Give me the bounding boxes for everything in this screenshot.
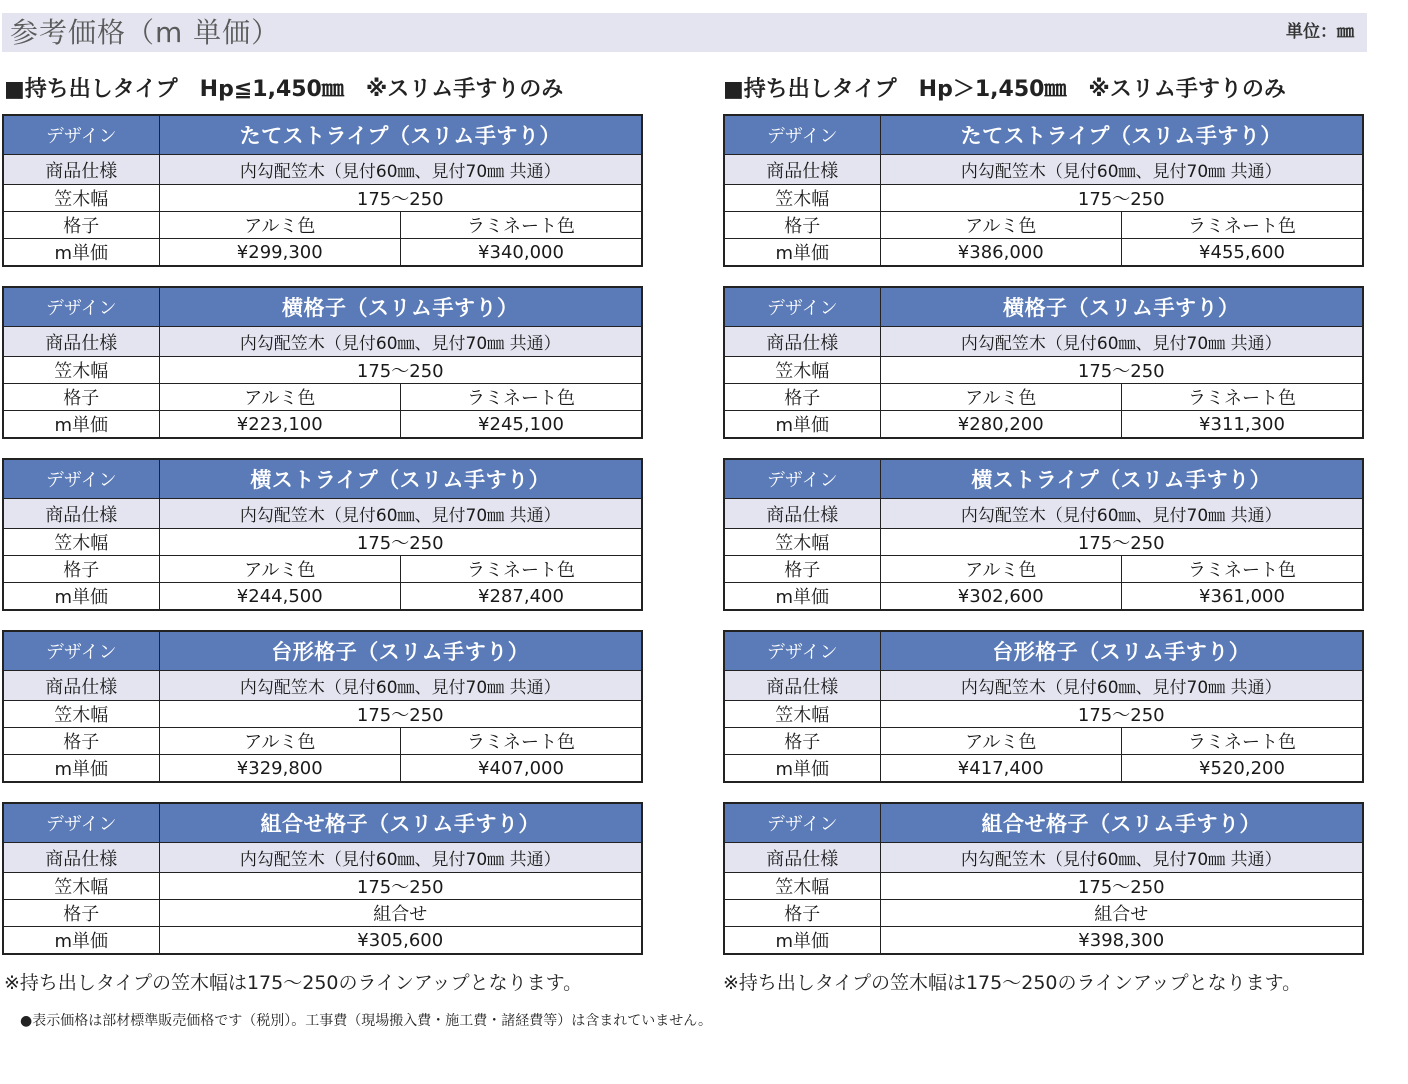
price-table — [723, 458, 1364, 611]
grid-option-aluminum: アルミ色 — [159, 728, 401, 755]
width-value: 175〜250 — [880, 701, 1363, 728]
price-laminate: ¥455,600 — [1122, 239, 1364, 267]
design-label: デザイン — [3, 115, 159, 155]
grid-option-combined: 組合せ — [159, 900, 642, 927]
price-table — [2, 630, 643, 783]
grid-row — [3, 556, 642, 583]
price-label: m単価 — [724, 583, 880, 611]
price-table — [723, 630, 1364, 783]
design-name: 組合せ格子（スリム手すり） — [880, 803, 1363, 843]
price-row — [724, 239, 1363, 267]
design-row — [724, 459, 1363, 499]
grid-row — [724, 728, 1363, 755]
spec-value: 内勾配笠木（見付60㎜、見付70㎜ 共通） — [159, 327, 642, 357]
price-row — [3, 755, 642, 783]
price-label: m単価 — [724, 239, 880, 267]
width-label: 笠木幅 — [3, 701, 159, 728]
width-note-left: ※持ち出しタイプの笠木幅は175〜250のラインアップとなります。 — [4, 972, 583, 994]
width-row — [724, 701, 1363, 728]
grid-option-aluminum: アルミ色 — [159, 384, 401, 411]
spec-row — [724, 155, 1363, 185]
spec-label: 商品仕様 — [3, 499, 159, 529]
unit-label: 単位：㎜ — [1286, 22, 1354, 42]
design-row — [3, 803, 642, 843]
width-row — [3, 529, 642, 556]
spec-row — [3, 155, 642, 185]
grid-option-combined: 組合せ — [880, 900, 1363, 927]
price-table — [723, 286, 1364, 439]
price-row — [3, 411, 642, 439]
grid-option-aluminum: アルミ色 — [880, 384, 1122, 411]
grid-row — [3, 728, 642, 755]
grid-label: 格子 — [3, 384, 159, 411]
price-laminate: ¥407,000 — [401, 755, 643, 783]
design-name: 横格子（スリム手すり） — [159, 287, 642, 327]
width-row — [3, 873, 642, 900]
price-table — [2, 802, 643, 955]
grid-row — [3, 384, 642, 411]
design-label: デザイン — [724, 459, 880, 499]
width-label: 笠木幅 — [3, 185, 159, 212]
grid-label: 格子 — [724, 212, 880, 239]
price-aluminum: ¥386,000 — [880, 239, 1122, 267]
price-footnote: ●表示価格は部材標準販売価格です（税別）。工事費（現場搬入費・施工費・諸経費等）は含まれていません。 — [20, 1013, 713, 1029]
grid-option-aluminum: アルミ色 — [880, 728, 1122, 755]
price-row — [724, 583, 1363, 611]
grid-label: 格子 — [724, 728, 880, 755]
price-aluminum: ¥417,400 — [880, 755, 1122, 783]
price-aluminum: ¥329,800 — [159, 755, 401, 783]
grid-option-laminate: ラミネート色 — [1122, 212, 1364, 239]
price-label: m単価 — [724, 411, 880, 439]
price-row — [3, 583, 642, 611]
design-row — [724, 631, 1363, 671]
width-value: 175〜250 — [880, 185, 1363, 212]
width-label: 笠木幅 — [724, 529, 880, 556]
grid-option-aluminum: アルミ色 — [880, 556, 1122, 583]
price-row — [3, 239, 642, 267]
design-label: デザイン — [724, 803, 880, 843]
spec-label: 商品仕様 — [724, 843, 880, 873]
price-row — [724, 411, 1363, 439]
spec-row — [724, 671, 1363, 701]
spec-label: 商品仕様 — [3, 327, 159, 357]
width-label: 笠木幅 — [724, 873, 880, 900]
width-row — [3, 357, 642, 384]
price-aluminum: ¥244,500 — [159, 583, 401, 611]
design-label: デザイン — [724, 287, 880, 327]
width-value: 175〜250 — [880, 357, 1363, 384]
grid-option-laminate: ラミネート色 — [401, 556, 643, 583]
width-row — [724, 185, 1363, 212]
price-combined: ¥398,300 — [880, 927, 1363, 955]
grid-option-aluminum: アルミ色 — [159, 212, 401, 239]
price-table — [723, 114, 1364, 267]
price-table — [2, 286, 643, 439]
spec-label: 商品仕様 — [724, 671, 880, 701]
design-name: 横ストライプ（スリム手すり） — [880, 459, 1363, 499]
width-row — [724, 357, 1363, 384]
design-row — [724, 115, 1363, 155]
grid-label: 格子 — [724, 900, 880, 927]
width-value: 175〜250 — [159, 357, 642, 384]
section-title-right: ■持ち出しタイプ Hp＞1,450㎜ ※スリム手すりのみ — [723, 77, 1286, 102]
width-value: 175〜250 — [159, 701, 642, 728]
spec-label: 商品仕様 — [3, 843, 159, 873]
price-row — [724, 927, 1363, 955]
spec-value: 内勾配笠木（見付60㎜、見付70㎜ 共通） — [159, 843, 642, 873]
design-label: デザイン — [3, 287, 159, 327]
design-row — [724, 803, 1363, 843]
price-column-right — [723, 114, 1364, 974]
grid-option-laminate: ラミネート色 — [1122, 384, 1364, 411]
grid-row — [3, 212, 642, 239]
price-laminate: ¥245,100 — [401, 411, 643, 439]
grid-row — [3, 900, 642, 927]
grid-option-laminate: ラミネート色 — [401, 728, 643, 755]
design-label: デザイン — [724, 115, 880, 155]
grid-label: 格子 — [3, 900, 159, 927]
price-table — [2, 458, 643, 611]
width-value: 175〜250 — [159, 873, 642, 900]
design-name: 横格子（スリム手すり） — [880, 287, 1363, 327]
design-name: 横ストライプ（スリム手すり） — [159, 459, 642, 499]
grid-row — [724, 556, 1363, 583]
price-row — [3, 927, 642, 955]
width-label: 笠木幅 — [724, 185, 880, 212]
width-value: 175〜250 — [159, 529, 642, 556]
grid-label: 格子 — [3, 728, 159, 755]
price-label: m単価 — [3, 755, 159, 783]
grid-row — [724, 900, 1363, 927]
design-row — [3, 631, 642, 671]
price-aluminum: ¥223,100 — [159, 411, 401, 439]
spec-value: 内勾配笠木（見付60㎜、見付70㎜ 共通） — [159, 155, 642, 185]
grid-option-laminate: ラミネート色 — [401, 384, 643, 411]
design-label: デザイン — [3, 803, 159, 843]
design-name: 台形格子（スリム手すり） — [159, 631, 642, 671]
spec-value: 内勾配笠木（見付60㎜、見付70㎜ 共通） — [880, 843, 1363, 873]
price-aluminum: ¥302,600 — [880, 583, 1122, 611]
spec-value: 内勾配笠木（見付60㎜、見付70㎜ 共通） — [880, 499, 1363, 529]
spec-value: 内勾配笠木（見付60㎜、見付70㎜ 共通） — [159, 499, 642, 529]
price-laminate: ¥287,400 — [401, 583, 643, 611]
design-name: たてストライプ（スリム手すり） — [159, 115, 642, 155]
price-laminate: ¥340,000 — [401, 239, 643, 267]
price-label: m単価 — [724, 755, 880, 783]
spec-value: 内勾配笠木（見付60㎜、見付70㎜ 共通） — [880, 327, 1363, 357]
price-label: m単価 — [3, 927, 159, 955]
design-row — [3, 287, 642, 327]
spec-row — [3, 671, 642, 701]
spec-label: 商品仕様 — [3, 155, 159, 185]
price-aluminum: ¥280,200 — [880, 411, 1122, 439]
width-value: 175〜250 — [880, 873, 1363, 900]
design-row — [3, 459, 642, 499]
width-row — [3, 701, 642, 728]
spec-value: 内勾配笠木（見付60㎜、見付70㎜ 共通） — [880, 155, 1363, 185]
price-label: m単価 — [3, 411, 159, 439]
spec-label: 商品仕様 — [3, 671, 159, 701]
price-label: m単価 — [3, 239, 159, 267]
width-note-right: ※持ち出しタイプの笠木幅は175〜250のラインアップとなります。 — [723, 972, 1302, 994]
grid-option-aluminum: アルミ色 — [159, 556, 401, 583]
spec-label: 商品仕様 — [724, 499, 880, 529]
width-row — [3, 185, 642, 212]
price-laminate: ¥361,000 — [1122, 583, 1364, 611]
design-label: デザイン — [3, 631, 159, 671]
price-laminate: ¥311,300 — [1122, 411, 1364, 439]
spec-value: 内勾配笠木（見付60㎜、見付70㎜ 共通） — [880, 671, 1363, 701]
design-name: たてストライプ（スリム手すり） — [880, 115, 1363, 155]
width-value: 175〜250 — [159, 185, 642, 212]
spec-row — [3, 499, 642, 529]
width-label: 笠木幅 — [3, 529, 159, 556]
grid-label: 格子 — [3, 212, 159, 239]
width-label: 笠木幅 — [3, 357, 159, 384]
grid-row — [724, 212, 1363, 239]
spec-label: 商品仕様 — [724, 155, 880, 185]
price-table — [2, 114, 643, 267]
spec-value: 内勾配笠木（見付60㎜、見付70㎜ 共通） — [159, 671, 642, 701]
design-row — [3, 115, 642, 155]
grid-option-aluminum: アルミ色 — [880, 212, 1122, 239]
grid-option-laminate: ラミネート色 — [1122, 728, 1364, 755]
spec-row — [3, 327, 642, 357]
price-label: m単価 — [724, 927, 880, 955]
price-table — [723, 802, 1364, 955]
price-laminate: ¥520,200 — [1122, 755, 1364, 783]
design-name: 組合せ格子（スリム手すり） — [159, 803, 642, 843]
spec-row — [3, 843, 642, 873]
design-label: デザイン — [724, 631, 880, 671]
grid-label: 格子 — [724, 556, 880, 583]
width-row — [724, 873, 1363, 900]
price-column-left — [2, 114, 643, 974]
width-row — [724, 529, 1363, 556]
price-aluminum: ¥299,300 — [159, 239, 401, 267]
width-value: 175〜250 — [880, 529, 1363, 556]
spec-row — [724, 499, 1363, 529]
grid-label: 格子 — [3, 556, 159, 583]
width-label: 笠木幅 — [3, 873, 159, 900]
grid-option-laminate: ラミネート色 — [401, 212, 643, 239]
width-label: 笠木幅 — [724, 701, 880, 728]
spec-row — [724, 327, 1363, 357]
page-title: 参考価格（m 単価） — [10, 16, 281, 49]
spec-row — [724, 843, 1363, 873]
width-label: 笠木幅 — [724, 357, 880, 384]
spec-label: 商品仕様 — [724, 327, 880, 357]
price-combined: ¥305,600 — [159, 927, 642, 955]
section-title-left: ■持ち出しタイプ Hp≦1,450㎜ ※スリム手すりのみ — [4, 77, 564, 102]
design-row — [724, 287, 1363, 327]
design-name: 台形格子（スリム手すり） — [880, 631, 1363, 671]
design-label: デザイン — [3, 459, 159, 499]
price-label: m単価 — [3, 583, 159, 611]
price-row — [724, 755, 1363, 783]
grid-row — [724, 384, 1363, 411]
grid-option-laminate: ラミネート色 — [1122, 556, 1364, 583]
grid-label: 格子 — [724, 384, 880, 411]
